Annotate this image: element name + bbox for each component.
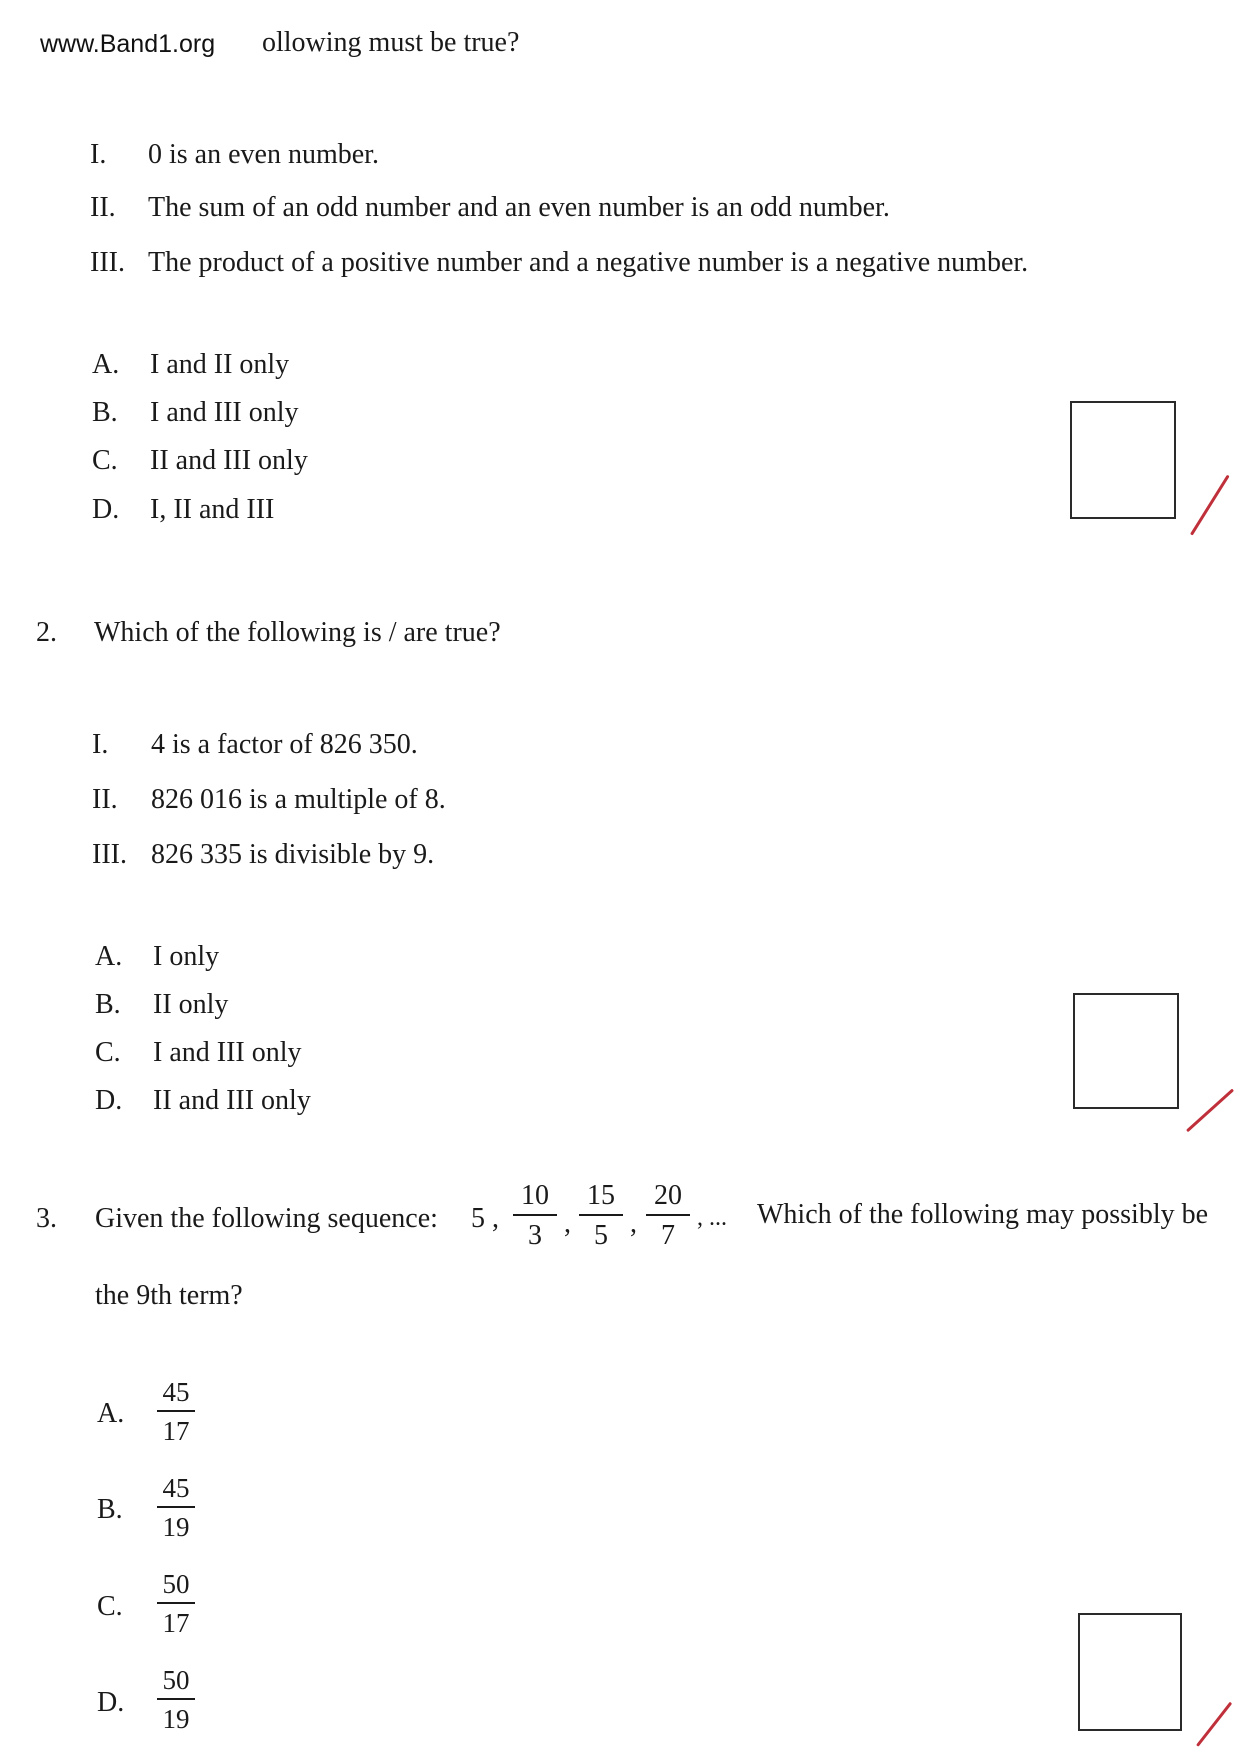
q2-statement-2-num: II. [92, 784, 118, 815]
q2-statement-3-num: III. [92, 839, 127, 870]
q3-sequence-term-3 [571, 1182, 631, 1250]
q3-option-b-letter: B. [97, 1494, 123, 1525]
q3-question-end: Which of the following may possibly be [757, 1199, 1209, 1230]
q1-statement-2-num: II. [90, 192, 116, 223]
q2-option-a-text[interactable]: I only [153, 941, 220, 972]
q3-sequence-term-4 [638, 1182, 698, 1250]
q2-option-b-text[interactable]: II only [153, 989, 229, 1020]
q2-option-d-text[interactable]: II and III only [153, 1085, 311, 1116]
q3-seq-3-numerator: 15 [587, 1180, 615, 1211]
q3-check-mark [1196, 1702, 1232, 1747]
q3-answer-box[interactable] [1078, 1613, 1182, 1731]
q3-option-d-denominator: 19 [162, 1704, 190, 1734]
q1-check-mark [1190, 475, 1230, 536]
q2-question-text: Which of the following is / are true? [94, 617, 501, 648]
q1-statement-1-text: 0 is an even number. [148, 139, 379, 170]
q1-option-c-letter: C. [92, 445, 118, 476]
q3-seq-3-denominator: 5 [594, 1220, 608, 1251]
q2-option-c-letter: C. [95, 1037, 121, 1068]
q2-option-d-letter: D. [95, 1085, 123, 1116]
q2-statement-3-text: 826 335 is divisible by 9. [151, 839, 435, 870]
q1-statement-3-text: The product of a positive number and a negative number is a negative number. [148, 247, 1029, 278]
q3-option-a-numerator: 45 [162, 1377, 190, 1407]
q1-option-b-text[interactable]: I and III only [150, 397, 299, 428]
q3-option-b-denominator: 19 [162, 1512, 190, 1542]
q3-number: 3. [36, 1203, 57, 1234]
q3-sequence-ellipsis: , ... [697, 1205, 727, 1231]
q3-option-c-fraction[interactable] [151, 1571, 201, 1637]
q2-option-c-text[interactable]: I and III only [153, 1037, 302, 1068]
q3-sequence-comma: , [564, 1208, 571, 1239]
q3-seq-2-numerator: 10 [521, 1180, 549, 1211]
q3-question-line2: the 9th term? [95, 1280, 243, 1311]
q2-number: 2. [36, 617, 57, 648]
q3-option-c-numerator: 50 [162, 1569, 190, 1599]
q1-statement-2-text: The sum of an odd number and an even number is an odd number. [148, 192, 890, 223]
q3-option-b-fraction[interactable] [151, 1475, 201, 1541]
watermark-text: www.Band1.org [40, 30, 216, 58]
q2-statement-1-text: 4 is a factor of 826 350. [151, 729, 418, 760]
q1-option-d-text[interactable]: I, II and III [150, 494, 275, 525]
q3-sequence-first-term: 5 , [471, 1203, 499, 1234]
q1-statement-3-num: III. [90, 247, 125, 278]
q3-option-a-letter: A. [97, 1398, 125, 1429]
q3-option-d-letter: D. [97, 1687, 125, 1718]
q3-option-c-denominator: 17 [162, 1608, 190, 1638]
q1-option-a-letter: A. [92, 349, 120, 380]
q2-option-b-letter: B. [95, 989, 121, 1020]
q3-sequence-comma: , [630, 1208, 637, 1239]
q2-statement-1-num: I. [92, 729, 109, 760]
q3-seq-4-denominator: 7 [661, 1220, 675, 1251]
q1-statement-1-num: I. [90, 139, 107, 170]
q3-option-b-numerator: 45 [162, 1473, 190, 1503]
q1-option-c-text[interactable]: II and III only [150, 445, 308, 476]
q3-question-start: Given the following sequence: [95, 1203, 438, 1234]
q3-seq-2-denominator: 3 [528, 1220, 542, 1251]
cut-question-text: ollowing must be true? [262, 27, 520, 58]
q3-option-a-denominator: 17 [162, 1416, 190, 1446]
q1-option-d-letter: D. [92, 494, 120, 525]
q2-statement-2-text: 826 016 is a multiple of 8. [151, 784, 446, 815]
q1-option-a-text[interactable]: I and II only [150, 349, 290, 380]
q3-option-d-numerator: 50 [162, 1665, 190, 1695]
q2-check-mark [1186, 1089, 1234, 1133]
q3-option-d-fraction[interactable] [151, 1667, 201, 1733]
q1-answer-box[interactable] [1070, 401, 1176, 519]
q2-answer-box[interactable] [1073, 993, 1179, 1109]
q3-option-a-fraction[interactable] [151, 1379, 201, 1445]
q3-sequence-term-2 [505, 1182, 565, 1250]
q3-option-c-letter: C. [97, 1591, 123, 1622]
q3-seq-4-numerator: 20 [654, 1180, 682, 1211]
q1-option-b-letter: B. [92, 397, 118, 428]
q2-option-a-letter: A. [95, 941, 123, 972]
